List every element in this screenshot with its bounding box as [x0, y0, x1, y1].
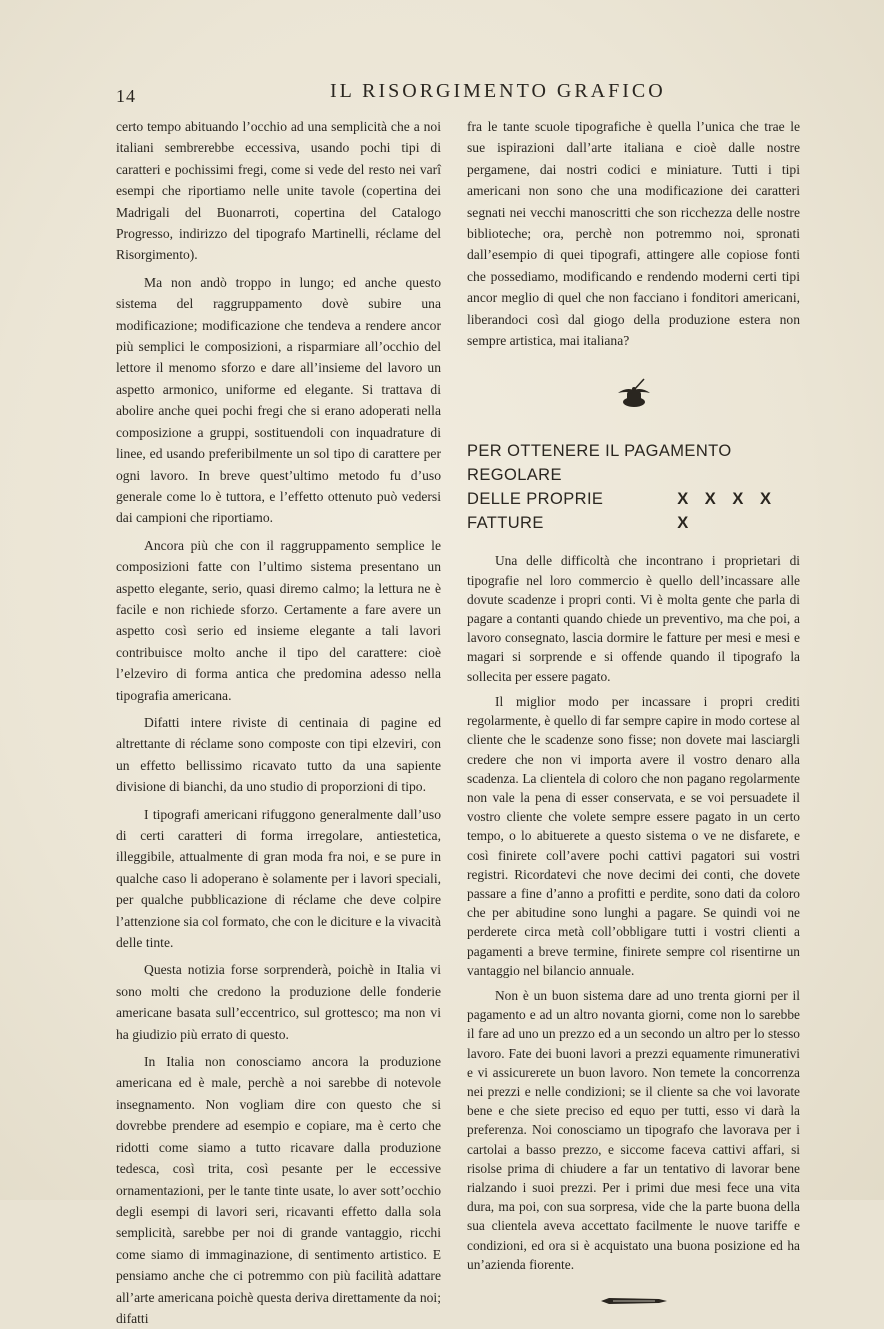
paragraph: Non è un buon sistema dare ad uno trenta giorni per il pagamento e ad un altro novanta giorni, come non lo sarebbe il fare ad uno un prezzo ed a un secondo un altro per lo stesso lavoro. Fate dei buoni lavori a prezzi equamente rimunerativi e vi assicurerete un buon lavoro. Non temete la concorrenza nei prezzi e nelle condizioni; se il cliente sa che voi lavorate bene e che siete preciso ed equo per tutti, esso vi darà la preferenza. Noi conosciamo un tipografo che lavorava per i cartolai a basso prezzo, e siccome faceva cattivi affari, si risolse prima di chiudere a far un tentativo di lavorar bene rialzando i suoi prezzi. Per i primi due mesi fece una vita dura, ma poi, con sua sorpresa, vide che la parte buona della sua clientela aveva accettato facilmente le nuove tariffe e condizioni, ed ora si è acquistato una buona posizione ed ha un’azienda fiorente.	[467, 987, 800, 1272]
paragraph: Difatti intere riviste di centinaia di pagine ed altrettante di réclame sono composte con tipi elzeviri, con un effetto bellissimo ricavato tutto da una sapiente divisione di bianchi, da uno studio di proporzioni di tipo.	[116, 714, 441, 795]
paragraph: fra le tante scuole tipografiche è quella l’unica che trae le sue ispirazioni dall’arte italiana e cioè dalle nostre pergamene, dai nostri codici e miniature. Tutti i tipi americani non sono che una modificazione dei caratteri segnati nei vecchi manoscritti che son ricchezza delle nostre biblioteche; ora, perchè non potremmo noi, spronati dall’esempio di quei tipografi, attingere alle copiose fonti che possediamo, modificando e rendendo moderni certi tipi ancor meglio di quel che non facciano i fonditori americani, liberandoci così dal giogo della produzione estera non sempre artistica, mai italiana?	[467, 119, 800, 349]
right-column	[467, 116, 800, 1306]
section-title-line2: DELLE PROPRIE FATTURE	[467, 490, 604, 533]
paragraph: certo tempo abituando l’occhio ad una semplicità che a noi italiani sembrerebbe eccessiva, usando pochi tipi di caratteri e pochissimi fregi, come si vede del resto nei varî esempi che riportiamo nelle unite tavole (copertina dei Madrigali del Buonarroti, copertina del Catalogo Progresso, indirizzo del tipografo Martinelli, réclame del Risorgimento).	[116, 119, 441, 263]
section-title-marks: X X X X X	[677, 490, 777, 533]
section-title	[467, 439, 800, 535]
paragraph: Questa notizia forse sorprenderà, poichè in Italia vi sono molti che credono la produzione delle fonderie americane basata sull’eccentrico, sul grottesco; ma non vi ha giudizio più errato di questo.	[116, 962, 441, 1042]
left-column	[116, 116, 441, 1329]
paragraph: Una delle difficoltà che incontrano i proprietari di tipografie nel loro commercio è quello dell’incassare alle dovute scadenze i propri conti. Vi è molta gente che parla di pagare a contanti quando chiede un preventivo, ma che poi, a lavoro consegnato, lascia dormire le fatture per mesi e mesi e magari si sorprende e si offende quando il tipografo la sollecita per essere pagato.	[467, 553, 800, 684]
paragraph: Ancora più che con il raggruppamento semplice le composizioni fatte con l’ultimo sistema presentano un aspetto elegante, serio, quasi diremo calmo; la lettura ne è facile e non richiede sforzo. Certamente a fare avere un aspetto così serio ed insieme elegante a tali lavori contribuisce molto anche il tipo del carattere: cioè l’elzeviro di forma antica che predomina adesso nella tipografia americana.	[116, 537, 441, 703]
article-body	[467, 551, 800, 1274]
inkwell-ornament-icon	[467, 377, 800, 409]
paragraph: In Italia non conosciamo ancora la produzione americana ed è male, perchè a noi sarebbe di notevole insegnamento. Non vogliam dire con questo che si dovrebbe prendere ad esempio e copiare, ma è certo che ridotti come siamo a tutto ricavare dalla produzione tedesca, così trita, così pesante per le eccessive ornamentazioni, per le tante tinte usate, lo aver sott’occhio degli esempi di lavori seri, ricavanti effetto dalla sola semplicità, sarebbe per noi di grande vantaggio, ricchi come siamo di immaginazione, di sentimento artistico. E pensiamo anche che ci potremmo con più facilità adattare all’arte americana poichè questa deriva direttamente da noi; difatti	[116, 1054, 441, 1326]
pen-ornament-icon	[467, 1296, 800, 1306]
running-head: IL RISORGIMENTO GRAFICO	[330, 80, 666, 102]
section-title-line1: PER OTTENERE IL PAGAMENTO REGOLARE	[467, 442, 732, 485]
paragraph: Ma non andò troppo in lungo; ed anche questo sistema del raggruppamento dovè subire una modificazione; modificazione che tendeva a rendere ancor più semplici le composizioni, a risparmiare all’occhio del lettore il menomo sforzo e dare all’insieme del lavoro un aspetto armonico, uniforme ed elegante. Si trattava di abolire anche quei pochi fregi che si erano adoperati nella composizione a gruppi, sostituendoli con inquadrature di linee, ed usando preferibilmente un sol tipo di carattere per ogni lavoro. In breve quest’ultimo metodo fu d’uso generale come lo è tuttora, e l’effetto ottenuto può vedersi dai campioni che riportiamo.	[116, 274, 441, 526]
page-number: 14	[116, 86, 136, 106]
paragraph: I tipografi americani rifuggono generalmente dall’uso di certi caratteri di forma irregolare, antiestetica, illeggibile, attualmente di gran moda fra noi, e se pure in qualche caso li adoperano è solamente per i lavori speciali, per qualche pubblicazione di réclame che deve colpire l’attenzione sia col formato, che con le diciture e la vivacità delle tinte.	[116, 806, 441, 951]
paragraph: Il miglior modo per incassare i propri crediti regolarmente, è quello di far sempre capire in modo cortese al cliente che le scadenze sono fisse; non dovete mai lasciargli credere che non vi importa avere il vostro denaro alla scadenza. La clientela di coloro che non pagano regolarmente non vale la pena di esser conservata, e se voi persuadete il vostro cliente che volete sempre essere pagato in un certo tempo, o lo abituerete a questo sistema o ve ne disfarete, e così finirete coll’avere pochi cattivi pagatori sui vostri registri. Ricordatevi che nove decimi dei conti, che dovete passare a fine d’anno a profitti e perdite, sono dati da coloro che per abitudine sono lunghi a pagare. Se quindi voi ne perderete circa metà coll’obbligare tutti i vostri clienti a pagamenti a breve termine, finirete sempre col risentirne un vantaggio nel bilancio annuale.	[467, 693, 800, 978]
